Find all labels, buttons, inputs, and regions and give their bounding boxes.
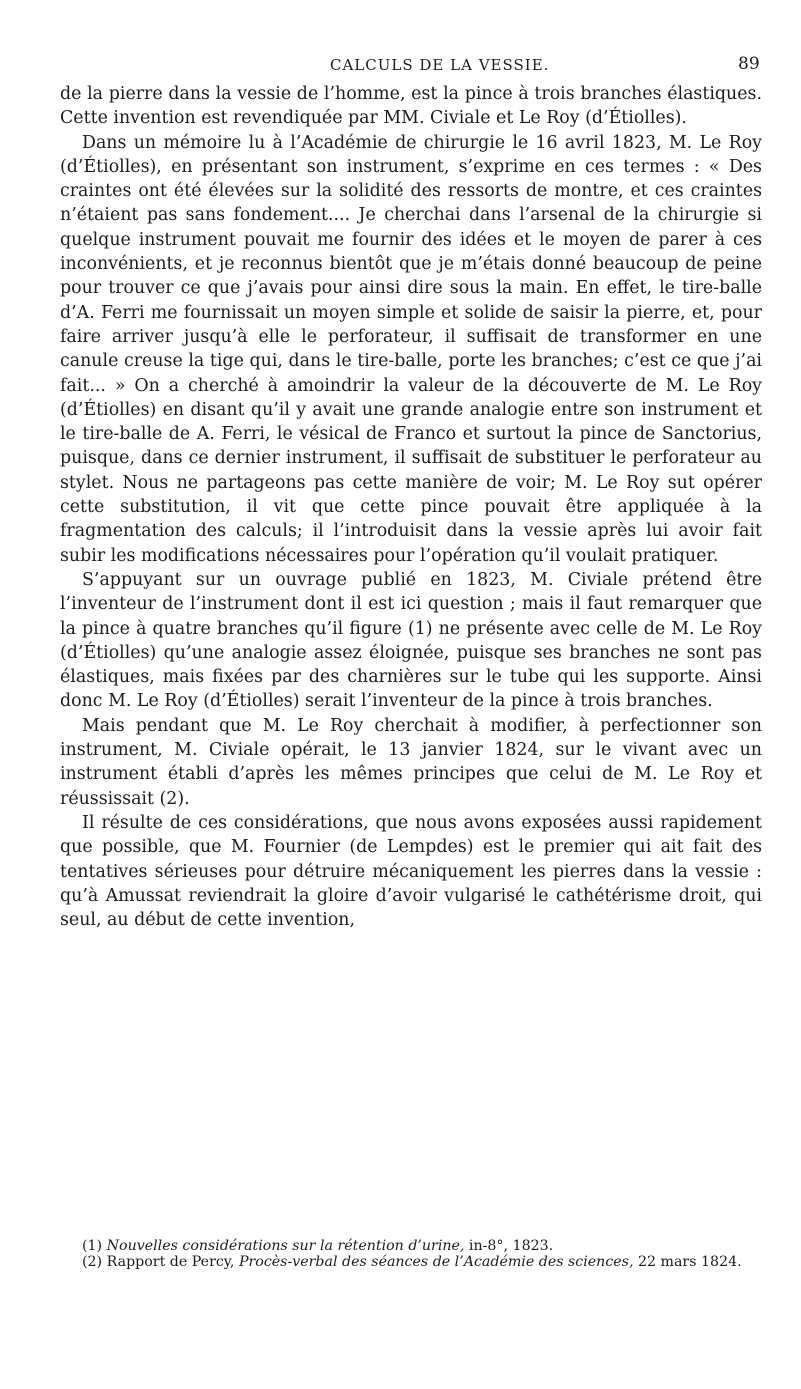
page-number: 89 [738,54,760,74]
footnote-mark: (2) [82,1254,103,1270]
paragraph: Il résulte de ces considérations, que nous avons exposées aussi rapidement que possible, que M. Fournier (de Lempdes) est le premier qui ait fait des tentatives sérieuses pour détruire mécaniquement les pierres dans la vessie : qu’à Amussat reviendrait la gloire d’avoir vulgarisé le cathétérisme droit, qui seul, au début de cette invention, [60,812,762,931]
running-title: CALCULS DE LA VESSIE. [330,56,550,74]
footnote-lead: Rapport de Percy, [102,1254,239,1270]
paragraph: Mais pendant que M. Le Roy cherchait à modifier, à perfectionner son instrument, M. Civiale opérait, le 13 janvier 1824, sur le vivant avec un instrument établi d’après les mêmes principes que celui de M. Le Roy et réussissait (2). [60,715,762,809]
paragraph: Dans un mémoire lu à l’Académie de chirurgie le 16 avril 1823, M. Le Roy (d’Étiolles), en présentant son instrument, s’exprime en ces termes : « Des craintes ont été élevées sur la solidité des ressorts de montre, et ces craintes n’étaient pas sans fondement.... Je cherchai dans l’arsenal de la chirurgie si quelque instrument pouvait me fournir des idées et le moyen de parer à ces inconvénients, et je reconnus bientôt que je m’étais donné beaucoup de peine pour trouver ce que j’avais pour ainsi dire sous la main. En effet, le tire-balle d’A. Ferri me fournissait un moyen simple et solide de saisir la pierre, et, pour faire arriver jusqu’à elle le perforateur, il suffisait de transformer en une canule creuse la tige qui, dans le tire-balle, porte les branches; c’est ce que j’ai fait... » On a cherché à amoindrir la valeur de la découverte de M. Le Roy (d’Étiolles) en disant qu’il y avait une grande analogie entre son instrument et le tire-balle de A. Ferri, le vésical de Franco et surtout la pince de Sanctorius, puisque, dans ce dernier instrument, il suffisait de substituer le perforateur au stylet. Nous ne partageons pas cette manière de voir; M. Le Roy sut opérer cette substitution, il vit que cette pince pouvait être appliquée à la fragmentation des calculs; il l’introduisit dans la vessie après lui avoir fait subir les modifications nécessaires pour l’opération qu’il voulait pratiquer. [60,132,762,566]
footnote [60,1254,762,1270]
footnote [60,1238,762,1254]
footnote-title: Nouvelles considérations sur la rétention d’urine, [106,1238,465,1254]
footnotes [60,1238,762,1270]
footnote-details: 22 mars 1824. [633,1254,742,1270]
paragraph: de la pierre dans la vessie de l’homme, est la pince à trois branches élastiques. Cette invention est revendiquée par MM. Civiale et Le Roy (d’Étiolles). [60,84,762,129]
footnote-title: Procès-verbal des séances de l’Académie des sciences, [238,1254,634,1270]
footnote-mark: (1) [82,1238,103,1254]
paragraph: S’appuyant sur un ouvrage publié en 1823, M. Civiale prétend être l’inventeur de l’instrument dont il est ici question ; mais il faut remarquer que la pince à quatre branches qu’il figure (1) ne présente avec celle de M. Le Roy (d’Étiolles) qu’une analogie assez éloignée, puisque ses branches ne sont pas élastiques, mais fixées par des charnières sur le tube qui les supporte. Ainsi donc M. Le Roy (d’Étiolles) serait l’inventeur de la pince à trois branches. [60,569,762,712]
footnote-details: in-8°, 1823. [464,1238,554,1254]
main-text [60,82,762,932]
